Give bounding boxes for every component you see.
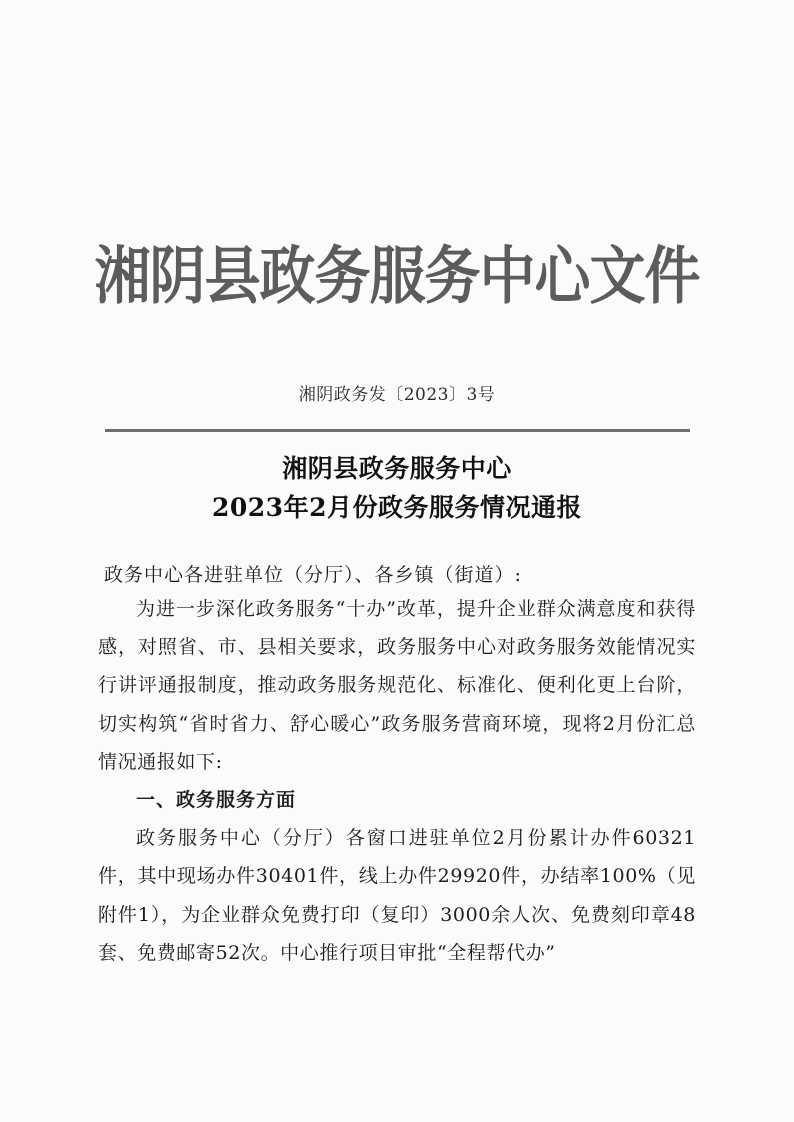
document-title-line-2: 2023年2月份政务服务情况通报: [212, 493, 582, 522]
salutation: 政务中心各进驻单位（分厅）、各乡镇（街道）:: [104, 564, 522, 586]
document-number: 湘阴政务发〔2023〕3号: [298, 385, 496, 405]
header-divider-line: [105, 429, 690, 432]
issuing-organization-header: 湘阴县政务服务中心文件: [94, 240, 700, 314]
section-1-paragraph: 政务服务中心（分厅）各窗口进驻单位2月份累计办件60321件，其中现场办件30401件，线上办件29920件，办结率100%（见附件1），为企业群众免费打印（复印）3000余人次、免费刻印章48套、免费邮寄52次。中心推行项目审批“全程帮代办”: [98, 827, 696, 964]
document-title-line-1: 湘阴县政务服务中心: [282, 454, 512, 483]
intro-paragraph: 为进一步深化政务服务“十办”改革，提升企业群众满意度和获得感，对照省、市、县相关要求，政务服务中心对政务服务效能情况实行讲评通报制度，推动政务服务规范化、标准化、便利化更上台阶，切实构筑“省时省力、舒心暖心”政务服务营商环境，现将2月份汇总情况通报如下:: [98, 598, 696, 773]
section-1-heading: 一、政务服务方面: [136, 789, 297, 812]
document-body: [98, 590, 696, 972]
